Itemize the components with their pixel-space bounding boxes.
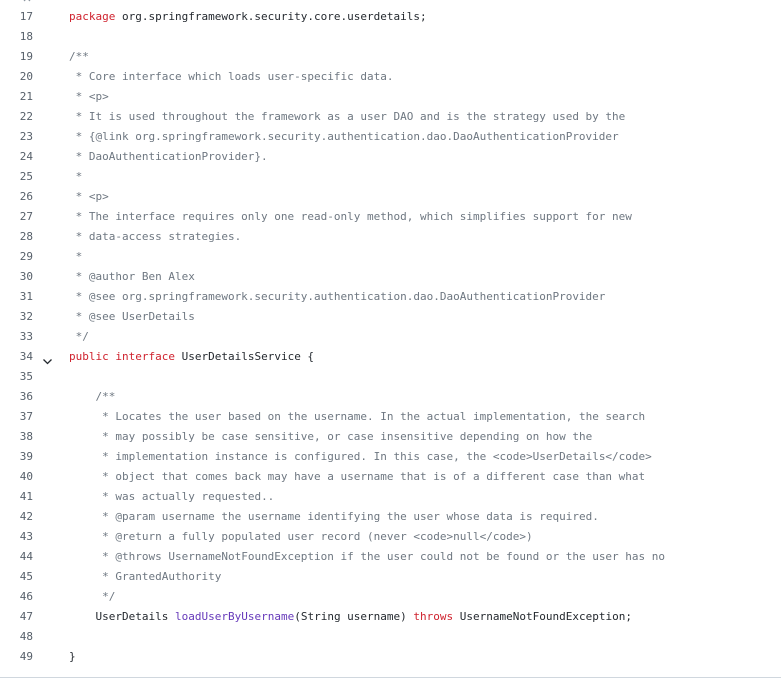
code-line [0,567,781,587]
code-text [69,127,619,147]
line-number[interactable]: 39 [19,450,33,463]
code-line [0,227,781,247]
code-line [0,47,781,67]
code-line [0,507,781,527]
code-token: * was actually requested.. [95,490,275,503]
code-token: /** [69,50,89,63]
line-number[interactable]: 45 [19,570,33,583]
code-line [0,187,781,207]
indent [69,450,96,463]
fold-chevron-down-icon[interactable] [42,353,53,361]
line-number[interactable]: 29 [19,250,33,263]
code-line [0,167,781,187]
code-text [69,67,394,87]
line-number[interactable]: 19 [19,50,33,63]
indent [69,550,96,563]
code-line [0,107,781,127]
code-text [69,387,115,407]
code-line [0,127,781,147]
line-number[interactable]: 36 [19,390,33,403]
line-number[interactable]: 27 [19,210,33,223]
line-number[interactable]: 30 [19,270,33,283]
code-text [69,407,645,427]
code-token: * It is used throughout the framework as a user DAO and is the strategy used by the [69,110,626,123]
indent [69,570,96,583]
code-token: throws [413,610,454,623]
chevron-up-icon [22,0,32,3]
code-text [69,167,82,187]
code-text [69,147,268,167]
code-text [69,107,625,127]
code-text [69,447,652,467]
code-token: (String username) [294,610,414,623]
line-number[interactable]: 24 [19,150,33,163]
code-token: * The interface requires only one read-only method, which simplifies support for new [69,210,632,223]
code-token: * GrantedAuthority [95,570,222,583]
line-number[interactable]: 17 [19,10,33,23]
line-number[interactable]: 22 [19,110,33,123]
code-line [0,487,781,507]
line-number[interactable]: 41 [19,490,33,503]
code-token: * Locates the user based on the username. In the actual implementation, the search [95,410,646,423]
code-line [0,267,781,287]
code-token: interface [115,350,175,363]
code-token: package [69,10,116,23]
code-token: * @see UserDetails [69,310,195,323]
code-token: UserDetails [95,610,175,623]
line-number[interactable]: 20 [19,70,33,83]
code-text [69,567,221,587]
code-line [0,367,781,387]
line-number[interactable]: 46 [19,590,33,603]
code-line [0,547,781,567]
code-line [0,347,781,367]
code-text [69,207,632,227]
code-line [0,87,781,107]
code-token: * @throws UsernameNotFoundException if the user could not be found or the user has no [95,550,666,563]
code-text [69,487,274,507]
code-token: * [69,250,83,263]
code-text [69,587,115,607]
line-number[interactable]: 18 [19,30,33,43]
code-text [69,607,632,627]
code-line [0,647,781,667]
code-token: UserDetailsService { [174,350,315,363]
code-token: * <p> [69,90,109,103]
code-token: * Core interface which loads user-specific data. [69,70,394,83]
code-line [0,207,781,227]
code-line [0,7,781,27]
indent [69,430,96,443]
line-number[interactable]: 32 [19,310,33,323]
line-number[interactable]: 23 [19,130,33,143]
code-text [69,227,241,247]
code-line [0,527,781,547]
line-number[interactable]: 47 [19,610,33,623]
line-number[interactable]: 49 [19,650,33,663]
indent [69,490,96,503]
line-number[interactable]: 43 [19,530,33,543]
indent [69,410,96,423]
code-text [69,187,109,207]
code-line [0,327,781,347]
code-token: * object that comes back may have a username that is of a different case than what [95,470,646,483]
indent [69,390,96,403]
code-token: loadUserByUsername [174,610,295,623]
code-text [69,307,195,327]
line-number[interactable]: 25 [19,170,33,183]
code-text [69,7,427,27]
code-text [69,247,82,267]
code-line [0,147,781,167]
line-number[interactable]: 38 [19,430,33,443]
code-line [0,407,781,427]
code-token: * <p> [69,190,109,203]
code-text [69,507,599,527]
code-line [0,27,781,47]
code-line [0,387,781,407]
code-text [69,267,195,287]
line-number[interactable]: 37 [19,410,33,423]
line-number[interactable]: 48 [19,630,33,643]
line-number[interactable]: 33 [19,330,33,343]
code-text [69,527,533,547]
line-number[interactable]: 31 [19,290,33,303]
line-number[interactable]: 35 [19,370,33,383]
code-line [0,427,781,447]
indent [69,610,96,623]
line-number[interactable]: 42 [19,510,33,523]
code-token: public [69,350,109,363]
code-text [69,467,645,487]
code-text [69,647,76,667]
code-text [69,287,605,307]
code-token: * @author Ben Alex [69,270,195,283]
code-token: org.springframework.security.core.userdetails; [115,10,427,23]
code-token: * implementation instance is configured. In this case, the <code>UserDetails</code> [95,450,652,463]
code-token: */ [69,330,89,343]
code-line [0,247,781,267]
code-text [69,47,89,67]
code-lines [0,7,781,667]
code-token: * {@link org.springframework.security.authentication.dao.DaoAuthenticationProvider [69,130,619,143]
code-line [0,307,781,327]
line-number[interactable]: 34 [19,350,33,363]
code-token: * @see org.springframework.security.authentication.dao.DaoAuthenticationProvider [69,290,606,303]
code-line [0,467,781,487]
line-number[interactable]: 28 [19,230,33,243]
code-line [0,627,781,647]
indent [69,590,96,603]
code-token: * [69,170,83,183]
code-token: * @param username the username identifying the user whose data is required. [95,510,599,523]
code-token: * data-access strategies. [69,230,242,243]
code-line [0,607,781,627]
code-text [69,547,665,567]
code-text [69,327,89,347]
code-text [69,347,314,367]
code-token: * @return a fully populated user record (never <code>null</code>) [95,530,533,543]
code-token: } [69,650,76,663]
code-line [0,447,781,467]
line-number[interactable]: 44 [19,550,33,563]
line-number[interactable]: 26 [19,190,33,203]
code-token: * may possibly be case sensitive, or case insensitive depending on how the [95,430,593,443]
code-token: UsernameNotFoundException; [453,610,632,623]
indent [69,470,96,483]
code-text [69,427,592,447]
indent [69,530,96,543]
code-token: /** [95,390,116,403]
line-number[interactable]: 40 [19,470,33,483]
indent [69,510,96,523]
code-line [0,67,781,87]
code-token: */ [95,590,116,603]
code-line [0,287,781,307]
code-token: * DaoAuthenticationProvider}. [69,150,268,163]
code-line [0,587,781,607]
line-number[interactable]: 21 [19,90,33,103]
code-text [69,87,109,107]
